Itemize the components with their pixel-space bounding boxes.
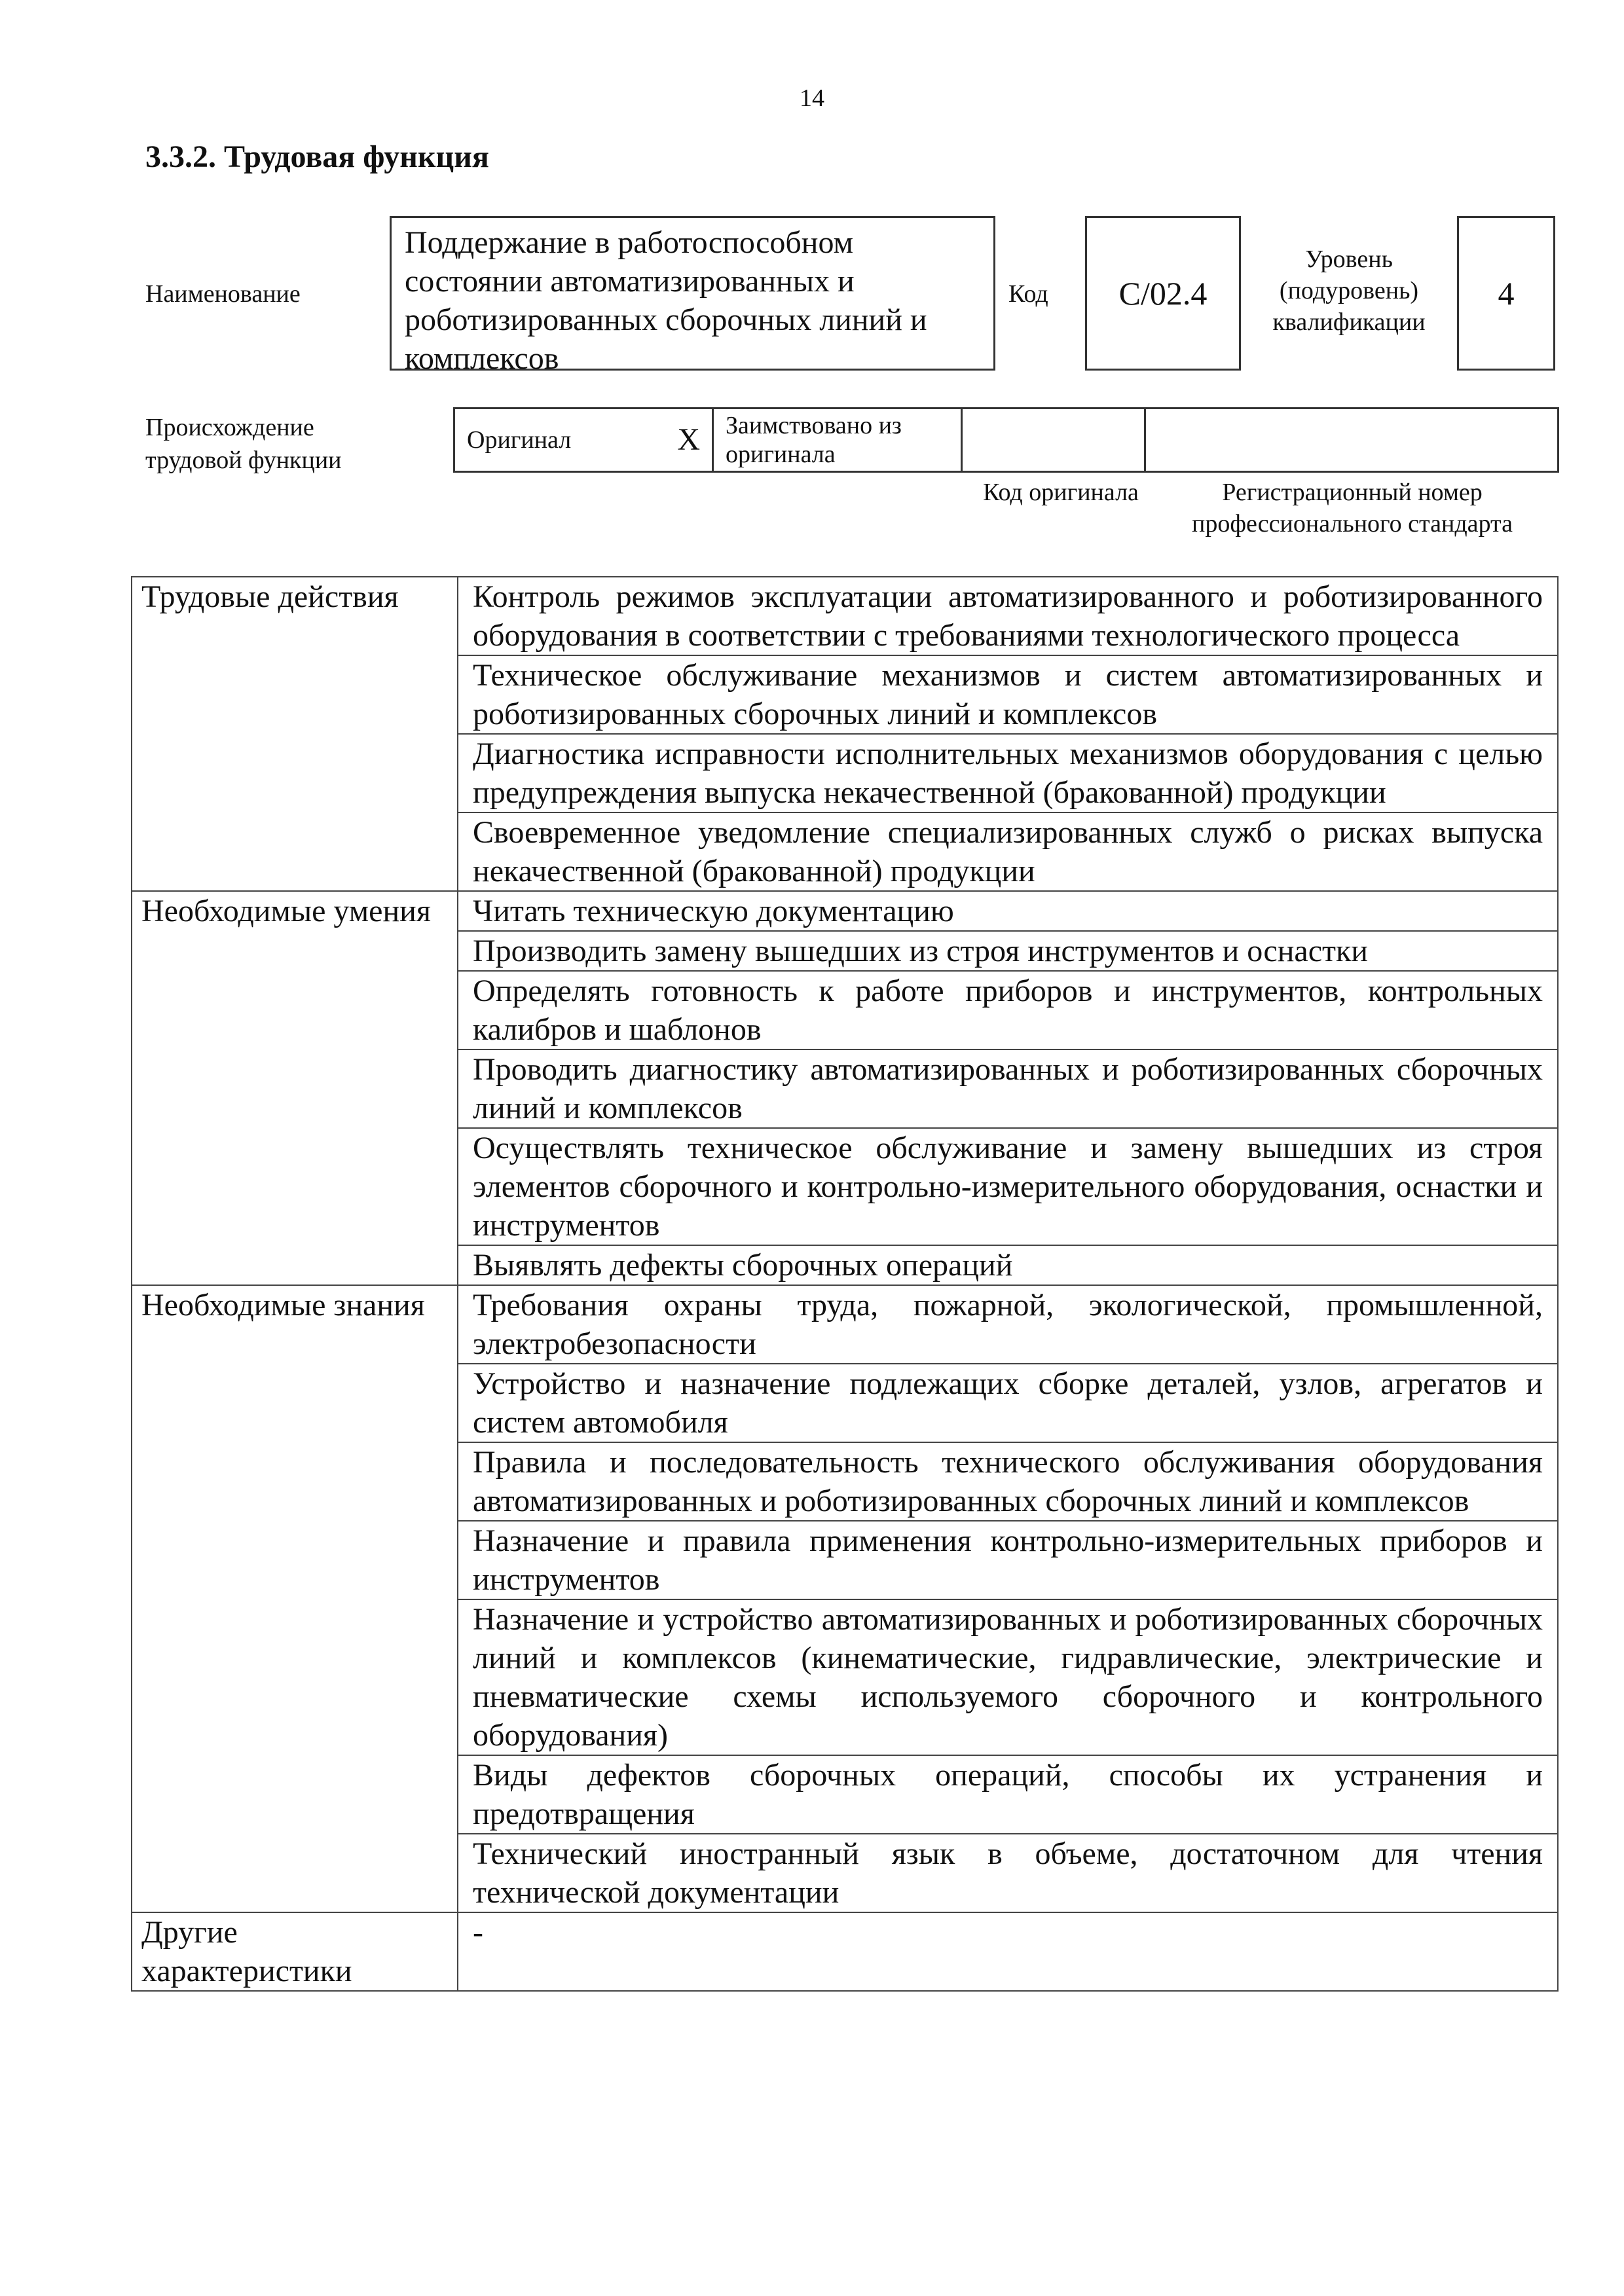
origin-table [453,407,1559,473]
skill-item: Определять готовность к работе приборов и инструментов, контрольных калибров и шаблонов [458,971,1558,1049]
code-value: C/02.4 [1118,275,1208,312]
skill-item: Проводить диагностику автоматизированных и роботизированных сборочных линий и комплексов [458,1049,1558,1128]
original-code-caption: Код оригинала [983,479,1139,506]
knowledge-label: Необходимые знания [132,1285,458,1912]
skills-label: Необходимые умения [132,891,458,1285]
original-code-cell [962,409,1145,472]
reg-number-caption: Регистрационный номер профессионального стандарта [1192,479,1513,538]
knowledge-item: Назначение и устройство автоматизированных и роботизированных сборочных линий и комплексов (кинематические, гидравлические, электрические и пневматические схемы используемого сборочного и контрольного оборудования) [458,1599,1558,1755]
borrowed-cell: Заимствовано из оригинала [713,409,962,472]
labor-actions-label: Трудовые действия [132,577,458,891]
original-cell [454,409,713,472]
labor-action-item: Техническое обслуживание механизмов и систем автоматизированных и роботизированных сборочных линий и комплексов [458,655,1558,734]
skill-item: Осуществлять техническое обслуживание и замену вышедших из строя элементов сборочного и контрольно-измерительного оборудования, оснастки и инструментов [458,1128,1558,1245]
function-name-box: Поддержание в работоспособном состоянии автоматизированных и роботизированных сборочных линий и комплексов [390,216,995,371]
labor-action-item: Диагностика исправности исполнительных механизмов оборудования с целью предупреждения выпуска некачественной (бракованной) продукции [458,734,1558,812]
table-row [132,891,1558,931]
labor-action-item: Контроль режимов эксплуатации автоматизированного и роботизированного оборудования в соответствии с требованиями технологического процесса [458,577,1558,655]
other-characteristics-value: - [458,1912,1558,1991]
name-label: Наименование [145,280,301,308]
knowledge-item: Назначение и правила применения контрольно-измерительных приборов и инструментов [458,1521,1558,1599]
level-value-box [1457,216,1555,371]
knowledge-item: Требования охраны труда, пожарной, экологической, промышленной, электробезопасности [458,1285,1558,1364]
code-label: Код [1008,280,1048,308]
other-characteristics-label: Другие характеристики [132,1912,458,1991]
knowledge-item: Виды дефектов сборочных операций, способы их устранения и предотвращения [458,1755,1558,1834]
origin-label: Происхождение трудовой функции [145,414,342,474]
skill-item: Производить замену вышедших из строя инструментов и оснастки [458,931,1558,971]
table-row [132,1285,1558,1364]
skill-item: Выявлять дефекты сборочных операций [458,1245,1558,1285]
original-mark: X [677,422,700,457]
page-number: 14 [800,84,824,112]
skill-item: Читать техническую документацию [458,891,1558,931]
function-content-table [131,576,1559,1992]
original-label: Оригинал [467,426,572,454]
code-value-box [1085,216,1241,371]
table-row [132,1912,1558,1991]
reg-number-cell [1145,409,1559,472]
level-value: 4 [1498,275,1515,312]
knowledge-item: Устройство и назначение подлежащих сборке деталей, узлов, агрегатов и систем автомобиля [458,1364,1558,1442]
table-row [132,577,1558,655]
knowledge-item: Правила и последовательность технического обслуживания оборудования автоматизированных и роботизированных сборочных линий и комплексов [458,1442,1558,1521]
knowledge-item: Технический иностранный язык в объеме, достаточном для чтения технической документации [458,1834,1558,1912]
section-title: 3.3.2. Трудовая функция [145,139,489,174]
level-label: Уровень (подуровень) квалификации [1272,246,1426,336]
labor-action-item: Своевременное уведомление специализированных служб о рисках выпуска некачественной (бракованной) продукции [458,812,1558,891]
